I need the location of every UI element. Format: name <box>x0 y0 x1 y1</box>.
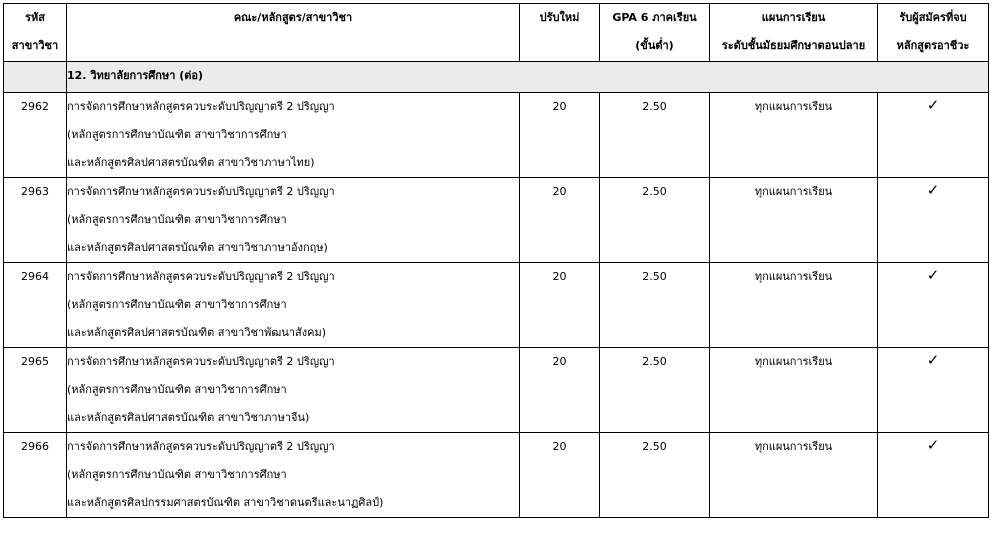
row-plan: ทุกแผนการเรียน <box>710 178 878 263</box>
row-plan: ทุกแผนการเรียน <box>710 433 878 518</box>
row-plan: ทุกแผนการเรียน <box>710 93 878 178</box>
row-program <box>67 433 520 518</box>
table-row <box>4 263 989 348</box>
row-program <box>67 178 520 263</box>
row-vocational <box>878 348 989 433</box>
program-line: (หลักสูตรการศึกษาบัณฑิต สาขาวิชาการศึกษา <box>67 468 287 481</box>
row-gpa: 2.50 <box>600 263 710 348</box>
check-mark-icon: ✓ <box>926 351 940 369</box>
section-row <box>4 62 989 93</box>
check-mark-icon: ✓ <box>926 96 940 114</box>
program-line: และหลักสูตรศิลปกรรมศาสตรบัณฑิต สาขาวิชาดนตรีและนาฏศิลป์) <box>67 496 384 509</box>
header-row <box>4 4 989 62</box>
row-vocational <box>878 433 989 518</box>
program-line: และหลักสูตรศิลปศาสตรบัณฑิต สาขาวิชาภาษาไทย) <box>67 156 315 169</box>
row-code: 2962 <box>4 93 67 178</box>
header-code <box>4 4 67 62</box>
row-plan: ทุกแผนการเรียน <box>710 263 878 348</box>
program-line: และหลักสูตรศิลปศาสตรบัณฑิต สาขาวิชาภาษาจีน) <box>67 411 310 424</box>
program-line: การจัดการศึกษาหลักสูตรควบระดับปริญญาตรี 2 ปริญญา <box>67 100 335 113</box>
header-code-line-1: รหัส <box>25 11 45 24</box>
check-mark-icon: ✓ <box>926 436 940 454</box>
row-vocational <box>878 178 989 263</box>
program-line: (หลักสูตรการศึกษาบัณฑิต สาขาวิชาการศึกษา <box>67 128 287 141</box>
program-line: (หลักสูตรการศึกษาบัณฑิต สาขาวิชาการศึกษา <box>67 383 287 396</box>
row-adjust: 20 <box>520 93 600 178</box>
row-vocational <box>878 263 989 348</box>
row-adjust: 20 <box>520 178 600 263</box>
row-gpa: 2.50 <box>600 348 710 433</box>
row-program <box>67 348 520 433</box>
header-vocational-line-2: หลักสูตรอาชีวะ <box>896 38 970 52</box>
table-row <box>4 433 989 518</box>
header-program: คณะ/หลักสูตร/สาขาวิชา <box>67 4 520 62</box>
row-gpa: 2.50 <box>600 93 710 178</box>
row-gpa: 2.50 <box>600 433 710 518</box>
program-line: การจัดการศึกษาหลักสูตรควบระดับปริญญาตรี 2 ปริญญา <box>67 270 335 283</box>
section-code-cell <box>4 62 67 93</box>
program-line: และหลักสูตรศิลปศาสตรบัณฑิต สาขาวิชาภาษาอังกฤษ) <box>67 241 328 254</box>
header-gpa-line-1: GPA 6 ภาคเรียน <box>612 11 697 24</box>
table-row <box>4 93 989 178</box>
row-adjust: 20 <box>520 263 600 348</box>
row-code: 2964 <box>4 263 67 348</box>
header-plan <box>710 4 878 62</box>
program-line: (หลักสูตรการศึกษาบัณฑิต สาขาวิชาการศึกษา <box>67 213 287 226</box>
header-vocational <box>878 4 989 62</box>
admission-table <box>3 3 989 518</box>
section-title: 12. วิทยาลัยการศึกษา (ต่อ) <box>67 62 989 93</box>
row-program <box>67 263 520 348</box>
row-gpa: 2.50 <box>600 178 710 263</box>
header-adjust: ปรับใหม่ <box>520 4 600 62</box>
row-adjust: 20 <box>520 348 600 433</box>
row-adjust: 20 <box>520 433 600 518</box>
header-gpa <box>600 4 710 62</box>
program-line: และหลักสูตรศิลปศาสตรบัณฑิต สาขาวิชาพัฒนาสังคม) <box>67 326 327 339</box>
header-plan-line-1: แผนการเรียน <box>761 11 826 24</box>
header-vocational-line-1: รับผู้สมัครที่จบ <box>899 11 967 24</box>
header-gpa-line-2: (ขั้นต่ำ) <box>635 38 674 52</box>
row-code: 2965 <box>4 348 67 433</box>
row-code: 2963 <box>4 178 67 263</box>
table-row <box>4 178 989 263</box>
row-vocational <box>878 93 989 178</box>
row-plan: ทุกแผนการเรียน <box>710 348 878 433</box>
program-line: การจัดการศึกษาหลักสูตรควบระดับปริญญาตรี 2 ปริญญา <box>67 185 335 198</box>
row-program <box>67 93 520 178</box>
program-line: การจัดการศึกษาหลักสูตรควบระดับปริญญาตรี 2 ปริญญา <box>67 355 335 368</box>
check-mark-icon: ✓ <box>926 266 940 284</box>
header-code-line-2: สาขาวิชา <box>11 38 59 52</box>
check-mark-icon: ✓ <box>926 181 940 199</box>
table-row <box>4 348 989 433</box>
program-line: (หลักสูตรการศึกษาบัณฑิต สาขาวิชาการศึกษา <box>67 298 287 311</box>
header-plan-line-2: ระดับชั้นมัธยมศึกษาตอนปลาย <box>721 38 866 52</box>
row-code: 2966 <box>4 433 67 518</box>
program-line: การจัดการศึกษาหลักสูตรควบระดับปริญญาตรี 2 ปริญญา <box>67 440 335 453</box>
